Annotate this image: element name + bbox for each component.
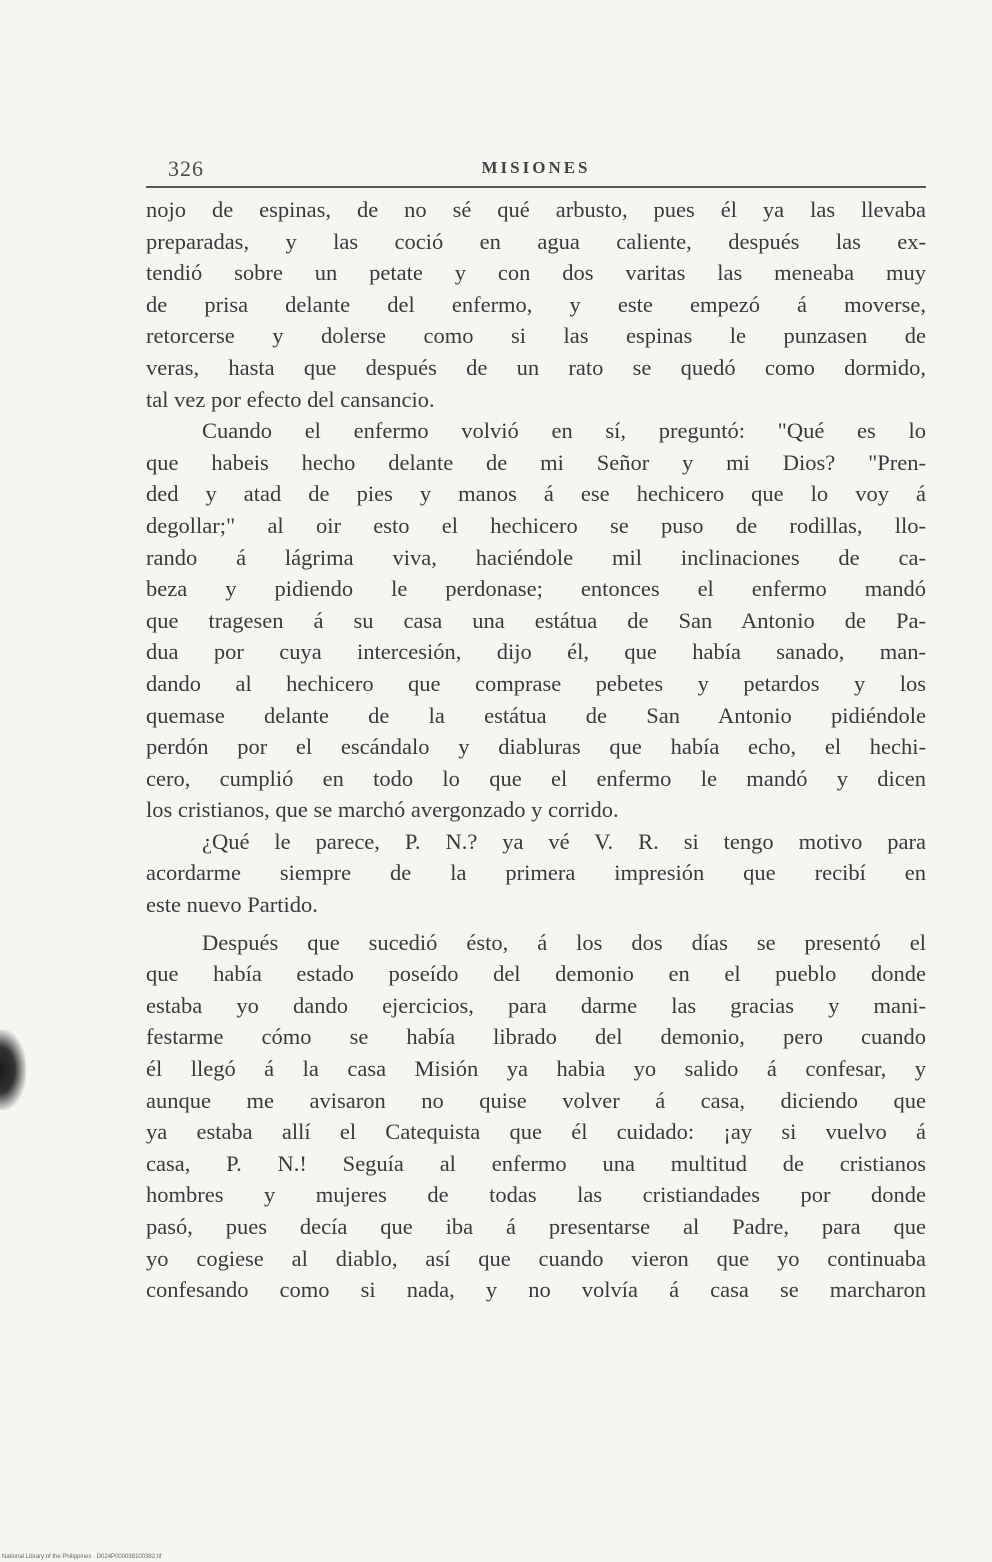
text-line: aunque me avisaron no quise volver á casa, diciendo que: [146, 1087, 926, 1113]
text-line: Cuando el enfermo volvió en sí, preguntó: "Qué es lo: [202, 418, 926, 444]
running-head: [146, 152, 926, 188]
text-line: retorcerse y dolerse como si las espinas le punzasen de: [146, 323, 926, 349]
running-title: MISIONES: [481, 158, 591, 177]
text-line: dando al hechicero que comprase pebetes y petardos y los: [146, 670, 926, 696]
text-line: festarme cómo se había librado del demonio, pero cuando: [146, 1024, 926, 1050]
text-line: tendió sobre un petate y con dos varitas las meneaba muy: [146, 260, 926, 286]
text-line: que habeis hecho delante de mi Señor y mi Dios? "Pren-: [146, 449, 926, 475]
text-line: Después que sucedió ésto, á los dos días se presentó el: [202, 929, 926, 955]
text-line: quemase delante de la estátua de San Antonio pidiéndole: [146, 702, 926, 728]
page-number: 326: [168, 156, 204, 181]
text-line: estaba yo dando ejercicios, para darme las gracias y mani-: [146, 992, 926, 1018]
text-line: perdón por el escándalo y diabluras que había echo, el hechi-: [146, 734, 926, 760]
text-line: yo cogiese al diablo, así que cuando vieron que yo continuaba: [146, 1245, 926, 1271]
text-line: él llegó á la casa Misión ya habia yo salido á confesar, y: [146, 1056, 926, 1082]
text-line: casa, P. N.! Seguía al enfermo una multitud de cristianos: [146, 1150, 926, 1176]
text-line: rando á lágrima viva, haciéndole mil inclinaciones de ca-: [146, 544, 926, 570]
text-line: veras, hasta que después de un rato se quedó como dormido,: [146, 354, 926, 380]
text-line: degollar;" al oir esto el hechicero se puso de rodillas, llo-: [146, 512, 926, 538]
paragraph-2: [146, 415, 926, 826]
scan-edge-shadow: [0, 1030, 26, 1110]
paragraph-3: [146, 826, 926, 921]
scan-credit: National Library of the Philippines · D024P000038100382.tif: [2, 1554, 162, 1560]
text-line: acordarme siempre de la primera impresión que recibí en: [146, 860, 926, 886]
text-line: tal vez por efecto del cansancio.: [146, 386, 435, 412]
text-line: este nuevo Partido.: [146, 892, 318, 918]
text-line: que había estado poseído del demonio en el pueblo donde: [146, 961, 926, 987]
text-line: beza y pidiendo le perdonase; entonces el enfermo mandó: [146, 576, 926, 602]
book-page: [146, 152, 926, 1306]
text-line: ¿Qué le parece, P. N.? ya vé V. R. si tengo motivo para: [202, 828, 926, 854]
text-line: ya estaba allí el Catequista que él cuidado: ¡ay si vuelvo á: [146, 1119, 926, 1145]
text-line: confesando como si nada, y no volvía á casa se marcharon: [146, 1277, 926, 1303]
body-text: [146, 194, 926, 1306]
text-line: de prisa delante del enfermo, y este empezó á moverse,: [146, 291, 926, 317]
text-line: cero, cumplió en todo lo que el enfermo le mandó y dicen: [146, 765, 926, 791]
text-line: preparadas, y las coció en agua caliente, después las ex-: [146, 228, 926, 254]
text-line: dua por cuya intercesión, dijo él, que había sanado, man-: [146, 639, 926, 665]
paragraph-1: [146, 194, 926, 415]
text-line: nojo de espinas, de no sé qué arbusto, pues él ya las llevaba: [146, 197, 926, 222]
paragraph-4: [146, 927, 926, 1306]
text-line: los cristianos, que se marchó avergonzado y corrido.: [146, 797, 619, 823]
text-line: pasó, pues decía que iba á presentarse al Padre, para que: [146, 1214, 926, 1239]
text-line: hombres y mujeres de todas las cristiandades por donde: [146, 1182, 926, 1208]
text-line: ded y atad de pies y manos á ese hechicero que lo voy á: [146, 481, 926, 507]
text-line: que tragesen á su casa una estátua de San Antonio de Pa-: [146, 607, 926, 633]
